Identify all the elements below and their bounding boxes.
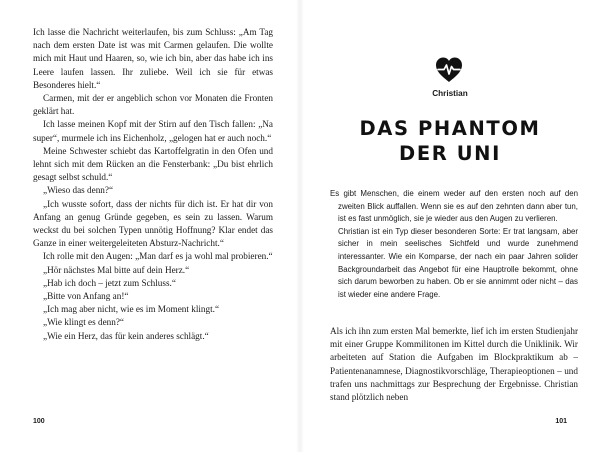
page-number-left: 100 bbox=[33, 418, 45, 425]
paragraph: „Bitte von Anfang an!“ bbox=[43, 291, 129, 302]
chapter-intro bbox=[330, 188, 578, 301]
paragraph: „Ich wusste sofort, dass der nichts für dich ist. Er hat dir von Anfang an genug Gründe gegeben, es sein zu lassen. Warum weckst du bei solchen Typen unnötig Hoffnung? Klar endet das Ganze in einer weitergeleiteten Absturz-Nachricht.“ bbox=[33, 198, 273, 249]
page-number-right: 101 bbox=[555, 418, 567, 425]
right-page bbox=[300, 0, 600, 452]
paragraph: „Hör nächstes Mal bitte auf dein Herz.“ bbox=[43, 264, 190, 275]
chapter-title-line-1: DAS PHANTOM bbox=[359, 117, 541, 140]
paragraph: „Wie ein Herz, das für kein anderes schlägt.“ bbox=[43, 330, 209, 341]
paragraph: Ich rolle mit den Augen: „Man darf es ja wohl mal probieren.“ bbox=[43, 251, 273, 262]
paragraph: „Ich mag aber nicht, wie es im Moment klingt.“ bbox=[43, 304, 220, 315]
paragraph: „Wie klingt es denn?“ bbox=[43, 317, 125, 328]
chapter-title-line-2: DER UNI bbox=[399, 142, 501, 165]
paragraph: „Hab ich doch – jetzt zum Schluss.“ bbox=[43, 277, 176, 288]
intro-paragraph: Christian ist ein Typ dieser besonderen Sorte: Er trat langsam, aber sicher in mein seelisches Sichtfeld und wurde zunehmend interessanter. Wie ein Komparse, der nach ein paar Jahren solider Backgroundarbeit das Angebot für eine Hauptrolle bekommt, ohne sich darum beworben zu haben. Ob er sie annimmt oder nicht – das ist wieder eine andere Frage. bbox=[338, 226, 578, 299]
chapter-title bbox=[300, 116, 600, 166]
book-gutter bbox=[296, 0, 304, 452]
paragraph: Als ich ihn zum ersten Mal bemerkte, lief ich im ersten Studienjahr mit einer Gruppe Kommilitonen im Kittel durch die Uniklinik. Wir arbeiteten auf Station die Aufgaben im Blockpraktikum ab – Patientenanamnese, Diagnostikvorschläge, Therapieoptionen – und trafen uns nachmittags zur Besprechung der Ergebnisse. Christian stand plötzlich neben bbox=[330, 326, 578, 403]
paragraph: Ich lasse die Nachricht weiterlaufen, bis zum Schluss: „Am Tag nach dem ersten Date ist was mit Carmen gelaufen. Die wollte mich mit Haut und Haaren, so, wie ich bin, aber das habe ich ins Leere laufen lassen. Ihr zuliebe. Weil ich sie für etwas Besonderes hielt.“ bbox=[33, 27, 273, 90]
paragraph: „Wieso das denn?“ bbox=[43, 185, 114, 196]
heartbeat-heart-icon bbox=[434, 55, 464, 85]
paragraph: Meine Schwester schiebt das Kartoffelgratin in den Ofen und lehnt sich mit dem Rücken an die Fensterbank: „Du bist ehrlich gesagt selbst schuld.“ bbox=[33, 145, 273, 183]
left-body-text bbox=[33, 26, 273, 343]
chapter-author: Christian bbox=[432, 89, 468, 98]
right-body-text bbox=[330, 325, 578, 404]
intro-paragraph: Es gibt Menschen, die einem weder auf den ersten noch auf den zweiten Blick auffallen. Wenn sie es auf den zehnten dann aber tun, ist es fast unmöglich, sie je wieder aus den Augen zu verlieren. bbox=[330, 189, 578, 224]
paragraph: Ich lasse meinen Kopf mit der Stirn auf den Tisch fallen: „Na super“, murmele ich ins Eichenholz, „gelogen hat er auch noch.“ bbox=[33, 119, 273, 143]
paragraph: Carmen, mit der er angeblich schon vor Monaten die Fronten geklärt hat. bbox=[33, 93, 273, 117]
